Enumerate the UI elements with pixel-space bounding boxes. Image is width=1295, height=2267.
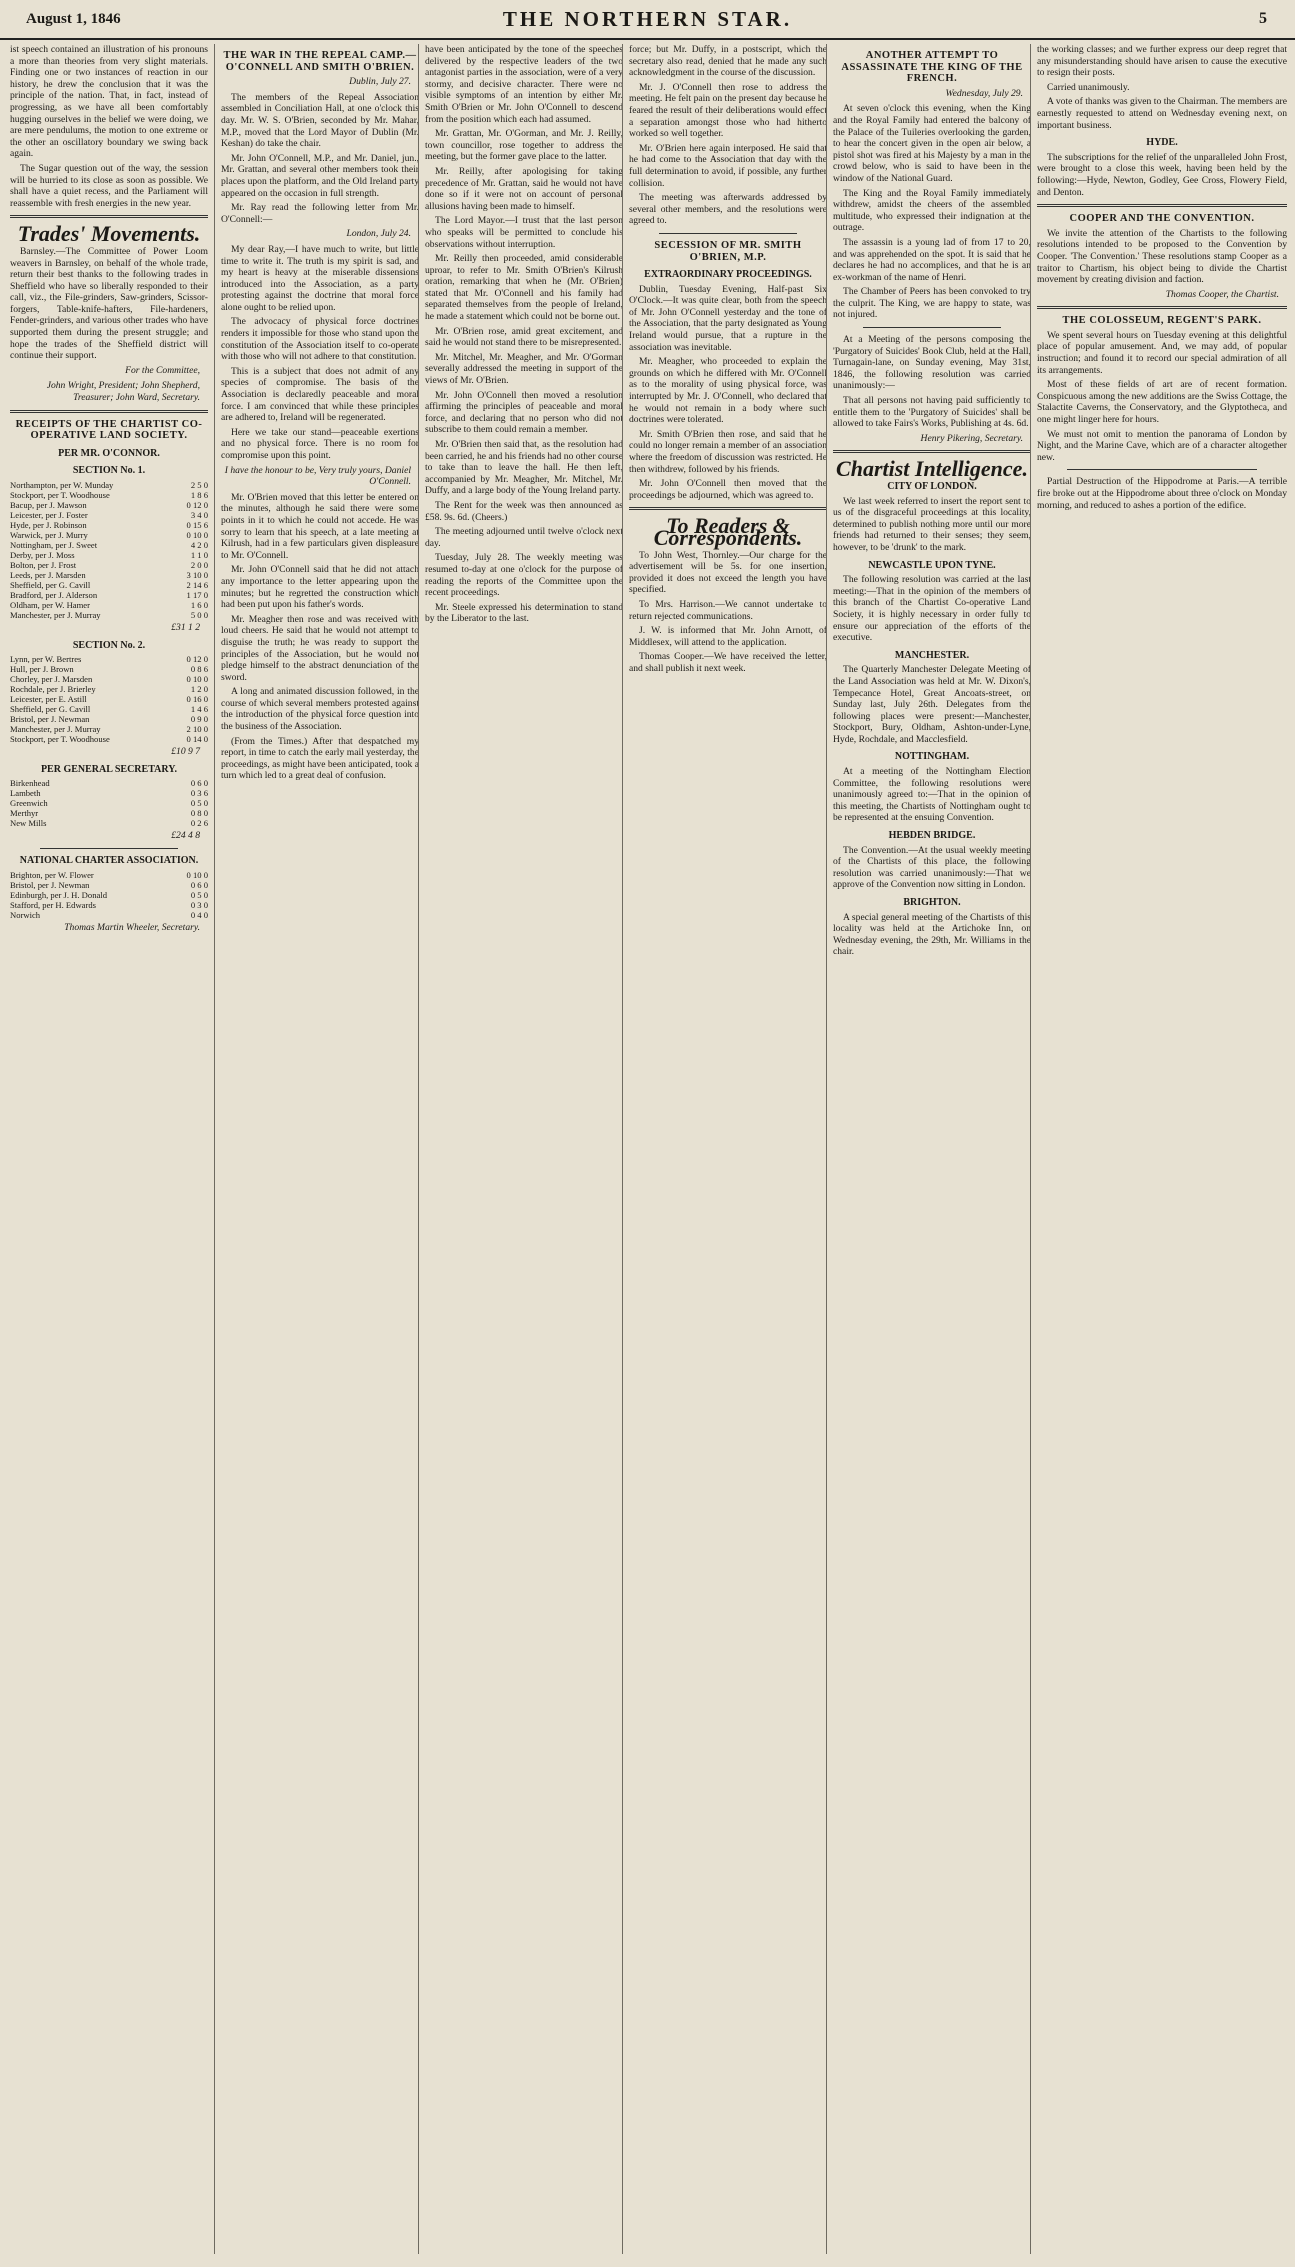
ledger-place: Stockport, per T. Woodhouse [10, 490, 110, 500]
report-paragraph: The subscriptions for the relief of the unparalleled John Frost, were brought to a close this week, having been held by the following:—Hyde, Newton, Godley, Gee Cross, Flowery Field, and Denton. [1037, 151, 1287, 198]
column-5 [826, 44, 1031, 2254]
locality-heading: NEWCASTLE UPON TYNE. [868, 559, 996, 571]
section-heading-correspondents: To Readers & Correspondents. [653, 513, 803, 550]
ledger-row [10, 674, 208, 684]
article-paragraph: Mr. Ray read the following letter from Mr. O'Connell:— [221, 202, 419, 225]
dateline: London, July 24. [346, 228, 411, 240]
locality-heading: NOTTINGHAM. [894, 751, 970, 763]
article-paragraph: force; but Mr. Duffy, in a postscript, which the secretary also read, denied that he made any such acknowledgment in the course of the discussion. [629, 44, 827, 79]
section-1-heading: SECTION No. 1. [72, 465, 146, 477]
ledger-amount: 1 6 0 [190, 600, 208, 610]
ledger-amount: 0 6 0 [190, 879, 208, 890]
masthead-title: THE NORTHERN STAR. [502, 7, 793, 31]
report-paragraph: A vote of thanks was given to the Chairman. The members are earnestly requested to attend on Wednesday evening next, on important business. [1037, 96, 1287, 131]
ledger-place: Lynn, per W. Bertres [10, 654, 82, 665]
ledger-amount: 0 10 0 [186, 869, 208, 880]
ledger-amount: 0 14 0 [186, 734, 208, 745]
ledger-amount: 2 0 0 [190, 560, 208, 570]
ledger-row [10, 520, 208, 530]
ledger-amount: 0 5 0 [190, 798, 208, 809]
ledger-row [10, 778, 208, 788]
ledger-row [10, 510, 208, 520]
ledger-place: Edinburgh, per J. H. Donald [10, 889, 107, 900]
ledger-place: Greenwich [10, 798, 48, 809]
intro-paragraph: The Sugar question out of the way, the session will be hurried to its close as soon as possible. We shall have a quiet recess, and the Parliament will reassemble with fresh energies in the new year. [10, 162, 208, 209]
ledger-row [10, 900, 208, 910]
article-paragraph: Tuesday, July 28. The weekly meeting was resumed to-day at one o'clock for the purpose of reading the reports of the Committee upon the recent proceedings. [425, 552, 623, 599]
ledger-place: Bristol, per J. Newman [10, 714, 90, 725]
divider [1067, 469, 1257, 470]
column-2 [214, 44, 419, 2254]
article-paragraph: Mr. John O'Connell then moved that the proceedings be adjourned, which was agreed to. [629, 478, 827, 501]
ledger-row [10, 590, 208, 600]
ledger-row [10, 560, 208, 570]
column-1 [10, 44, 208, 2254]
ledger-row [10, 654, 208, 664]
ledger-amount: 2 10 0 [186, 724, 208, 735]
ledger-amount: 1 4 6 [190, 704, 208, 715]
ledger-row [10, 808, 208, 818]
article-paragraph: The meeting was afterwards addressed by several other members, and the resolutions were agreed to. [629, 192, 827, 227]
report-paragraph: The Convention.—At the usual weekly meeting of the Chartists of this place, the following resolution was carried unanimously:—That we approve of the Convention now sitting in London. [833, 844, 1031, 891]
ledger-row [10, 684, 208, 694]
ledger-amount: 0 4 0 [190, 909, 208, 920]
intro-paragraph: ist speech contained an illustration of his pronouns a more than theories from very slight materials. Finding one or two instances of reaction in our history, he drew the conclusion that it was the principle of the nation. That, in fact, instead of progressing, as we have all been comfortably hugging ourselves in the belief we were doing, we are mere pendulums, the motion to one extreme or the other an oscillatory boundary we swing back again. [10, 44, 208, 160]
article-heading: THE COLOSSEUM, REGENT'S PARK. [1062, 315, 1262, 327]
ledger-place: Bacup, per J. Mawson [10, 500, 87, 510]
article-paragraph: have been anticipated by the tone of the speeches delivered by the respective leaders of the two antagonist parties in the association, were of a very stormy, and decisive character. There were no visible symptoms of an intention by either Mr. Smith O'Brien or Mr. John O'Connell to descend from the position which each had assumed. [425, 44, 623, 125]
ledger-amount: 0 12 0 [186, 500, 208, 510]
ledger-place: Leeds, per J. Marsden [10, 570, 86, 580]
section-heading-trades: Trades' Movements. [17, 221, 201, 247]
report-paragraph: A special general meeting of the Chartists of this locality was held at the Artichoke Inn, on Wednesday evening, the 29th, Mr. Williams in the chair. [833, 911, 1031, 958]
association-heading: NATIONAL CHARTER ASSOCIATION. [19, 854, 199, 866]
ledger-section-2 [10, 654, 208, 744]
ledger-place: Warwick, per J. Murry [10, 530, 88, 540]
article-paragraph: Mr. O'Brien then said that, as the resolution had been carried, he and his friends had no other course to take than to leave the hall. He then left, accompanied by Mr. Meagher, Mr. Mitchel, Mr. Duffy, and a large body of the Young Ireland party. [425, 439, 623, 497]
article-paragraph: (From the Times.) After that despatched my report, in time to catch the early mail yesterday, the proceedings, as might have been anticipated, took a turn which led to a great deal of confusion. [221, 735, 419, 782]
locality-heading: HEBDEN BRIDGE. [888, 830, 976, 842]
ledger-place: Manchester, per J. Murray [10, 724, 101, 735]
signoff: For the Committee, [125, 364, 200, 376]
ledger-row [10, 818, 208, 828]
ledger-amount: 1 1 0 [190, 550, 208, 560]
divider [10, 215, 208, 218]
ledger-row [10, 550, 208, 560]
article-paragraph: Partial Destruction of the Hippodrome at Paris.—A terrible fire broke out at the Hippodrome about three o'clock on Monday morning, and reduced to ashes a portion of the edifice. [1037, 476, 1287, 511]
ledger-place: Derby, per J. Moss [10, 550, 75, 560]
ledger-amount: 0 6 0 [190, 778, 208, 789]
ledger-row [10, 580, 208, 590]
masthead [0, 0, 1295, 40]
ledger-amount: 0 10 0 [186, 674, 208, 685]
section-heading-chartist: Chartist Intelligence. [836, 456, 1028, 482]
ledger-place: Nottingham, per J. Sweet [10, 540, 98, 550]
column-6 [1030, 44, 1287, 2254]
ledger-place: Bolton, per J. Frost [10, 560, 77, 570]
notice-paragraph: At a Meeting of the persons composing the 'Purgatory of Suicides' Book Club, held at the Hall, Turnagain-lane, on Sunday evening, May 31st, 1846, the following resolution was carried unanimously:— [833, 334, 1031, 392]
ledger-row [10, 714, 208, 724]
ledger-total: £31 1 2 [171, 622, 200, 633]
article-subheading: EXTRAORDINARY PROCEEDINGS. [644, 269, 812, 281]
ledger-amount: 0 2 6 [190, 818, 208, 829]
report-paragraph: At a meeting of the Nottingham Election Committee, the following resolutions were unanimously agreed to:—That in the opinion of this meeting, the Chartists of Nottingham ought to be represented at the ensuing Convention. [833, 766, 1031, 824]
report-paragraph: The following resolution was carried at the last meeting:—That in the opinion of the members of this branch of the Chartist Co-operative Land Society, it is highly necessary in order fully to ensure our appreciation of the efforts of the executive. [833, 574, 1031, 644]
article-paragraph: The assassin is a young lad of from 17 to 20, and was apprehended on the spot. It is said that he declares he had no accomplices, and that he is an ex-workman of the name of Henri. [833, 236, 1031, 283]
letter-paragraph: The advocacy of physical force doctrines renders it impossible for those who stand upon the constitution of the Association itself to co-operate with those who will not adhere to that constitution. [221, 316, 419, 363]
ledger-amount: 0 8 0 [190, 808, 208, 819]
ledger-place: Stockport, per T. Woodhouse [10, 734, 110, 745]
signoff: Thomas Martin Wheeler, Secretary. [64, 921, 200, 933]
article-paragraph: Mr. Meagher then rose and was received with loud cheers. He said that he would not attempt to disguise the truth; he was ready to support the principles of the Association, but he would not pledge himself to the abstract denunciation of the sword. [221, 613, 419, 683]
article-paragraph: We must not omit to mention the panorama of London by Night, and the Marine Cave, which are of a character altogether new. [1037, 428, 1287, 463]
page-number: 5 [1259, 10, 1267, 27]
column-3 [418, 44, 623, 2254]
ledger-place: Lambeth [10, 788, 41, 799]
receipts-heading: RECEIPTS OF THE CHARTIST CO-OPERATIVE LAND SOCIETY. [15, 418, 203, 442]
article-paragraph: The Chamber of Peers has been convoked to try the culprit. The King, we are happy to state, was not injured. [833, 286, 1031, 321]
ledger-amount: 2 14 6 [186, 580, 208, 590]
letter-paragraph: This is a subject that does not admit of any species of compromise. The basis of the Association is declaredly peaceable and moral force. I am convinced that while these principles are adhered to, Ireland will be regenerated. [221, 365, 419, 424]
article-paragraph: The Rent for the week was then announced as £58. 9s. 6d. (Cheers.) [425, 499, 623, 523]
article-paragraph: Mr. J. O'Connell then rose to address the meeting. He felt pain on the present day because he feared the result of their deliberations would effect a separation amongst those who had hitherto worked so well together. [629, 81, 827, 140]
ledger-place: Chorley, per J. Marsden [10, 674, 93, 685]
article-paragraph: Mr. Smith O'Brien then rose, and said that he could no longer remain a member of an association where the freedom of discussion was restricted. He then withdrew, followed by his friends. [629, 428, 827, 475]
article-paragraph: Mr. John O'Connell said that he did not attach any importance to the letter appearing upon the minutes; but he regretted the construction which had been put upon his father's words. [221, 564, 419, 611]
divider [1037, 204, 1287, 207]
article-paragraph: Mr. John O'Connell then moved a resolution affirming the principles of peaceable and moral force, and declaring that no person who did not subscribe to them could remain a member. [425, 389, 623, 436]
ledger-place: Oldham, per W. Hamer [10, 600, 90, 610]
ledger-row [10, 530, 208, 540]
article-paragraph: Mr. O'Brien here again interposed. He said that he had come to the Association that day with the full determination to avoid, if possible, any further collision. [629, 142, 827, 189]
dateline: Dublin, July 27. [349, 76, 411, 88]
ledger-amount: 3 10 0 [186, 570, 208, 580]
ledger-amount: 2 5 0 [190, 480, 208, 490]
article-paragraph: Mr. Reilly then proceeded, amid considerable uproar, to refer to Mr. Smith O'Brien's Kilrush oration, remarking that when he (Mr. O'Brien) stated that Mr. O'Connell and his family had separated themselves from the people of Ireland, he made a statement which could not be borne out. [425, 253, 623, 323]
notice-paragraph: To John West, Thornley.—Our charge for the advertisement will be 5s. for one insertion, provided it does not exceed the length you have specified. [629, 549, 827, 596]
ledger-row [10, 694, 208, 704]
signoff-names: John Wright, President; John Shepherd, Treasurer; John Ward, Secretary. [46, 380, 200, 404]
divider [863, 327, 1001, 328]
article-paragraph: The meeting adjourned until twelve o'clock next day. [425, 526, 623, 549]
ledger-place: Leicester, per J. Foster [10, 510, 88, 520]
ledger-row [10, 490, 208, 500]
masthead-date: August 1, 1846 [26, 11, 121, 27]
divider [833, 450, 1031, 453]
ledger-total: £10 9 7 [171, 746, 200, 758]
article-paragraph: The Lord Mayor.—I trust that the last person who speaks will be permitted to conclude his observations without interruption. [425, 215, 623, 250]
ledger-amount: 0 10 0 [186, 530, 208, 540]
signature: I have the honour to be, Very truly yours, Daniel O'Connell. [224, 464, 411, 488]
signoff: Henry Pikering, Secretary. [920, 432, 1023, 444]
ledger-amount: 0 9 0 [190, 714, 208, 725]
ledger-row [10, 798, 208, 808]
ledger-place: Sheffield, per G. Cavill [10, 704, 91, 715]
ledger-place: Hull, per J. Brown [10, 664, 74, 675]
ledger-row [10, 500, 208, 510]
trades-paragraph: Barnsley.—The Committee of Power Loom weavers in Barnsley, on behalf of the whole trade, return their best thanks to the following trades in Sheffield who have so liberally responded to their call, viz., the File-grinders, Saw-grinders, Scissor-forgers, Table-knife-hafters, File-hardeners, Fender-grinders, and various other trades who have supported them during the present struggle; and hope the trades of the Sheffield district will continue their support. [10, 245, 208, 362]
general-secretary-heading: PER GENERAL SECRETARY. [40, 763, 178, 775]
dateline: Wednesday, July 29. [945, 87, 1023, 99]
article-paragraph: Dublin, Tuesday Evening, Half-past Six O'Clock.—It was quite clear, both from the speech of Mr. John O'Connell yesterday and the tone of the Association, that the party designated as Young Ireland would pursue, that a rupture in the association was inevitable. [629, 283, 827, 353]
letter-paragraph: My dear Ray,—I have much to write, but little time to write it. The truth is my spirit is sad, and my heart is heavy at the miserable dissensions introduced into the Association, as a party protesting against the doctrine that moral force alone ought to be relied upon. [221, 243, 419, 313]
ledger-place: New Mills [10, 818, 47, 829]
ledger-amount: 1 2 0 [190, 684, 208, 695]
ledger-amount: 0 12 0 [186, 654, 208, 665]
letter-paragraph: Here we take our stand—peaceable exertions and no physical force. There is no room for compromise upon this point. [221, 426, 419, 461]
divider [40, 848, 178, 849]
ledger-place: Rochdale, per J. Brierley [10, 684, 96, 695]
ledger-amount: 0 5 0 [190, 889, 208, 900]
article-paragraph: A long and animated discussion followed, in the course of which several members protested against the introduction of the physical force question into the business of the Association. [221, 686, 419, 733]
ledger-amount: 1 17 0 [186, 590, 208, 600]
article-heading: SECESSION OF MR. SMITH O'BRIEN, M.P. [654, 239, 802, 263]
report-paragraph: Carried unanimously. [1047, 81, 1130, 93]
divider [1037, 306, 1287, 309]
ledger-row [10, 880, 208, 890]
ledger-place: Bradford, per J. Alderson [10, 590, 98, 600]
ledger-place: Merthyr [10, 808, 39, 819]
ledger-row [10, 788, 208, 798]
notice-paragraph: J. W. is informed that Mr. John Arnott, of Middlesex, will attend to the application. [629, 625, 827, 648]
divider [10, 410, 208, 413]
ledger-amount: 0 8 6 [190, 664, 208, 675]
ledger-row [10, 600, 208, 610]
ledger-row [10, 704, 208, 714]
ledger-place: Northampton, per W. Munday [10, 480, 114, 490]
locality-heading: HYDE. [1146, 137, 1178, 149]
article-paragraph: Most of these fields of art are of recent formation. Conspicuous among the new additions are the Swiss Cottage, the Stalactite Caverns, the Conservatory, and the Glyptotheca, and one might linger here for hours. [1037, 379, 1287, 426]
ledger-amount: 0 3 0 [190, 899, 208, 910]
article-paragraph: The members of the Repeal Association assembled in Conciliation Hall, at one o'clock this day. Mr. W. S. O'Brien, seconded by Mr. Mahar, M.P., moved that the Lord Mayor of Dublin (Mr. Keshan) do take the chair. [221, 91, 419, 150]
article-paragraph: We spent several hours on Tuesday evening at this delightful place of popular amusement. And, we may add, of popular instruction; and found it to record our special admiration of all its arrangements. [1037, 329, 1287, 376]
ledger-row [10, 910, 208, 920]
article-paragraph: The King and the Royal Family immediately withdrew, amidst the cheers of the assembled multitude, who expressed their indignation at the outrage. [833, 187, 1031, 234]
article-paragraph: Mr. Grattan, Mr. O'Gorman, and Mr. J. Reilly, town councillor, rose together to address the meeting, but the former gave place to the latter. [425, 128, 623, 163]
ledger-place: Manchester, per J. Murray [10, 610, 101, 620]
ledger-amount: 0 15 6 [186, 520, 208, 530]
ledger-amount: 0 3 6 [190, 788, 208, 799]
article-paragraph: Mr. Meagher, who proceeded to explain the grounds on which he differed with Mr. O'Connell as to the morality of using physical force, was interrupted by Mr. J. O'Connell, who declared that he would not remain in a body where such doctrines were tolerated. [629, 356, 827, 426]
article-paragraph: Mr. Mitchel, Mr. Meagher, and Mr. O'Gorman severally addressed the meeting in support of the views of Mr. O'Brien. [425, 351, 623, 387]
notice-paragraph: To Mrs. Harrison.—We cannot undertake to return rejected communications. [629, 598, 827, 622]
report-paragraph: We last week referred to insert the report sent to us of the disgraceful proceedings at this locality, determined to publish nothing more until our more friends had returned to their senses; they seem, however, to be 'drunk' to the mark. [833, 495, 1031, 553]
signoff: Thomas Cooper, the Chartist. [1165, 288, 1279, 300]
ledger-row [10, 890, 208, 900]
article-paragraph: We invite the attention of the Chartists to the following resolutions intended to be proposed to the Convention by Cooper. 'The Convention.' These resolutions stamp Cooper as a traitor to Chartism, his object being to divide the Chartist movement by creating division and faction. [1037, 227, 1287, 286]
ledger-row [10, 664, 208, 674]
ledger-row [10, 570, 208, 580]
article-heading: THE WAR IN THE REPEAL CAMP.—O'CONNELL AND SMITH O'BRIEN. [223, 50, 417, 73]
ledger-total: £24 4 8 [171, 830, 200, 842]
article-paragraph: Mr. O'Brien moved that this letter be entered on the minutes, although he said there were some points in it to which he could not accede. He was sorry to learn that his speech, at a late meeting at Kilrush, had in a few particulars given displeasure to Mr. O'Connell. [221, 491, 419, 561]
divider [629, 507, 827, 510]
ledger-place: Norwich [10, 909, 41, 920]
report-paragraph: The Quarterly Manchester Delegate Meeting of the Land Association was held at Mr. W. Dixon's, Tempecance Hotel, Great Ancoats-street, on Sunday last, July 26th. Delegates from the following places were present:—Manchester, Stockport, Bury, Oldham, Ashton-under-Lyne, Hyde, Rochdale, and Macclesfield. [833, 664, 1031, 745]
ledger-amount: 0 16 0 [186, 694, 208, 705]
section-2-heading: SECTION No. 2. [72, 639, 146, 651]
ledger-place: Leicester, per E. Astill [10, 694, 87, 705]
receipts-subheading: PER MR. O'CONNOR. [58, 447, 160, 459]
article-paragraph: At seven o'clock this evening, when the King and the Royal Family had entered the balcony of the Palace of the Tuileries overlooking the garden, to hear the concert given in the open air below, a pistol shot was fired at his Majesty by a man in the crowd below, who is said to have been in the window of the National Guard. [833, 103, 1031, 184]
ledger-place: Sheffield, per G. Cavill [10, 580, 91, 590]
locality-heading: CITY OF LONDON. [887, 481, 977, 492]
ledger-place: Bristol, per J. Newman [10, 879, 90, 890]
article-paragraph: Mr. John O'Connell, M.P., and Mr. Daniel, jun., Mr. Grattan, and several other members took their places upon the platform, and the Old Ireland party appeared on the occasion in full strength. [221, 152, 419, 199]
ledger-place: Brighton, per W. Flower [10, 869, 94, 880]
notice-paragraph: That all persons not having paid sufficiently to entitle them to the 'Purgatory of Suicides' shall be allowed to take Fairs's Works, Publishing at 4s. 6d. [833, 395, 1031, 430]
ledger-row [10, 610, 208, 620]
report-paragraph: the working classes; and we further express our deep regret that any misunderstanding should have arisen to cause the executive to resign their posts. [1037, 44, 1287, 79]
ledger-section-1 [10, 480, 208, 620]
ledger-row [10, 724, 208, 734]
ledger-amount: 5 0 0 [190, 610, 208, 620]
ledger-place: Stafford, per H. Edwards [10, 899, 96, 910]
article-heading: ANOTHER ATTEMPT TO ASSASSINATE THE KING OF THE FRENCH. [841, 50, 1023, 85]
article-paragraph: Mr. Reilly, after apologising for taking precedence of Mr. Grattan, said he would not have done so if it were not on account of personal allusions having been made to himself. [425, 165, 623, 212]
article-paragraph: Mr. O'Brien rose, amid great excitement, and said he would not stand there to be misrepresented. [425, 325, 623, 349]
ledger-general [10, 778, 208, 828]
article-paragraph: Mr. Steele expressed his determination to stand by the Liberator to the last. [425, 601, 623, 625]
ledger-amount: 1 8 6 [190, 490, 208, 500]
column-4 [622, 44, 827, 2254]
ledger-place: Hyde, per J. Robinson [10, 520, 87, 530]
locality-heading: BRIGHTON. [903, 897, 961, 908]
divider [659, 233, 797, 234]
locality-heading: MANCHESTER. [894, 649, 970, 661]
ledger-place: Birkenhead [10, 778, 50, 789]
ledger-row [10, 480, 208, 490]
article-heading: COOPER AND THE CONVENTION. [1069, 213, 1255, 225]
ledger-association [10, 870, 208, 920]
ledger-row [10, 734, 208, 744]
ledger-row [10, 540, 208, 550]
ledger-row [10, 870, 208, 880]
ledger-amount: 4 2 0 [190, 540, 208, 550]
notice-paragraph: Thomas Cooper.—We have received the letter, and shall publish it next week. [629, 651, 827, 674]
ledger-amount: 3 4 0 [190, 510, 208, 520]
